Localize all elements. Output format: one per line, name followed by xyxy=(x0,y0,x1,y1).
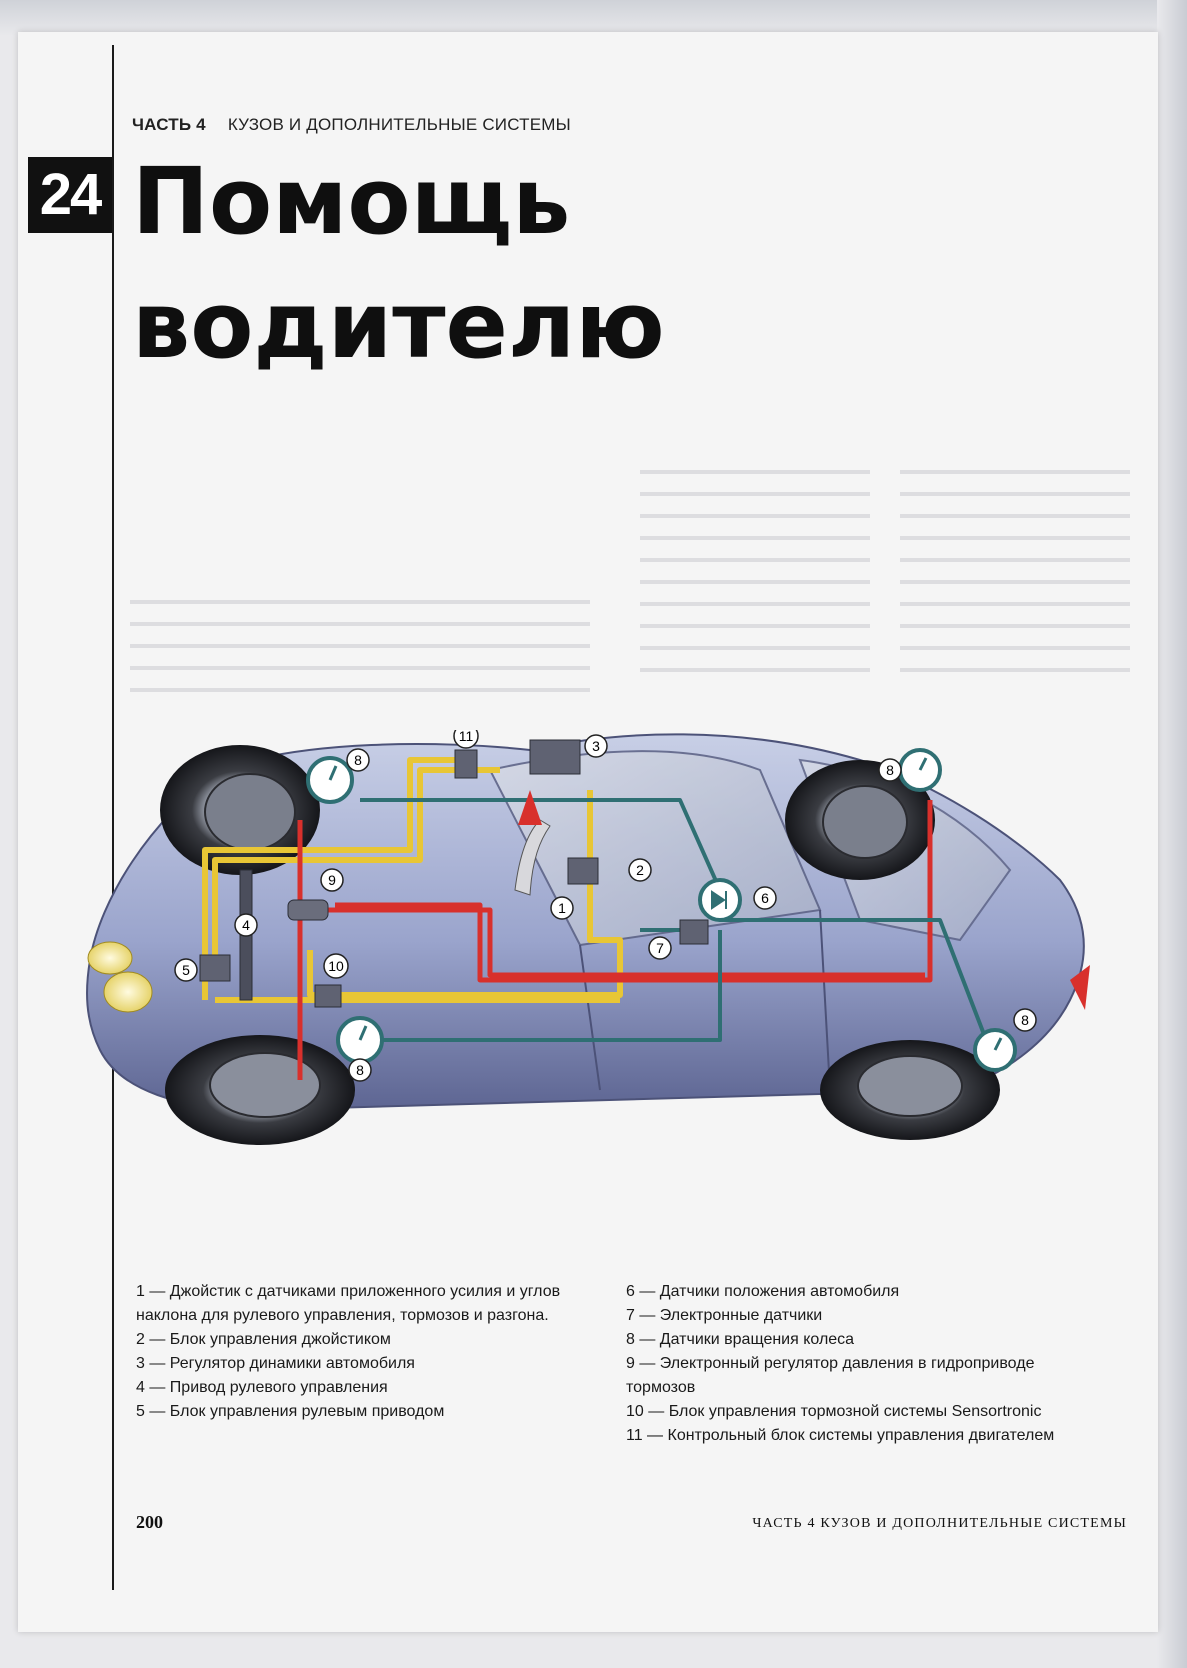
show-through-text xyxy=(900,470,1130,690)
component-10-brake-control xyxy=(315,985,341,1007)
legend-item: 6 — Датчики положения автомобиля xyxy=(626,1283,900,1300)
component-2-joystick-control xyxy=(568,858,598,884)
wheel-rear-right xyxy=(820,1040,1000,1140)
callout-label: 8 xyxy=(354,752,362,768)
callout-label: 3 xyxy=(592,738,600,754)
callout-label: 8 xyxy=(886,762,894,778)
callout-label: 11 xyxy=(458,730,474,744)
callout-label: 7 xyxy=(656,940,664,956)
legend-item: 5 — Блок управления рулевым приводом xyxy=(136,1403,445,1420)
legend-item: 1 — Джойстик с датчиками приложенного усилия и углов наклона для рулевого управления, тормозов и разгона. xyxy=(136,1283,561,1324)
callout-label: 1 xyxy=(558,900,566,916)
chapter-title-line1: Помощь xyxy=(132,148,571,255)
page-number: 200 xyxy=(136,1512,163,1532)
wheel-speed-sensor-icon xyxy=(975,1030,1015,1070)
figure-legend xyxy=(136,1280,1096,1448)
wheel-speed-sensor-icon xyxy=(308,758,352,802)
show-through-text xyxy=(640,470,870,690)
legend-column-left xyxy=(136,1280,596,1448)
callout-label: 5 xyxy=(182,962,190,978)
legend-item: 9 — Электронный регулятор давления в гидроприводе тормозов xyxy=(626,1355,1035,1396)
chapter-number: 24 xyxy=(28,157,112,233)
component-7-electronic-sensors xyxy=(680,920,708,944)
part-label: ЧАСТЬ 4 xyxy=(132,115,206,134)
legend-item: 2 — Блок управления джойстиком xyxy=(136,1331,391,1348)
legend-item: 11 — Контрольный блок системы управления двигателем xyxy=(626,1427,1055,1444)
legend-item: 4 — Привод рулевого управления xyxy=(136,1379,388,1396)
callout-label: 8 xyxy=(356,1062,364,1078)
wheel-speed-sensor-icon xyxy=(900,750,940,790)
wheel-front-right xyxy=(165,1035,355,1145)
show-through-text xyxy=(130,600,590,710)
component-3-dynamics-regulator xyxy=(530,740,580,774)
running-footer: ЧАСТЬ 4 КУЗОВ И ДОПОЛНИТЕЛЬНЫЕ СИСТЕМЫ xyxy=(752,1516,1127,1531)
wheel-speed-sensor-icon xyxy=(338,1018,382,1062)
callout-label: 2 xyxy=(636,862,644,878)
headlamp-upper xyxy=(88,942,132,974)
position-sensor-icon xyxy=(700,880,740,920)
legend-item: 7 — Электронные датчики xyxy=(626,1307,823,1324)
component-5-steering-drive-control xyxy=(200,955,230,981)
legend-item: 3 — Регулятор динамики автомобиля xyxy=(136,1355,415,1372)
legend-item: 8 — Датчики вращения колеса xyxy=(626,1331,855,1348)
legend-item: 10 — Блок управления тормозной системы Sensortronic xyxy=(626,1403,1042,1420)
callout-label: 8 xyxy=(1021,1012,1029,1028)
chapter-title xyxy=(132,140,665,388)
headlamp-lower xyxy=(104,972,152,1012)
callout-label: 6 xyxy=(761,890,769,906)
wheel-front-left xyxy=(160,745,320,875)
scan-right-edge xyxy=(1157,0,1187,1668)
component-9-pressure-regulator xyxy=(288,900,328,920)
chapter-title-line2: водителю xyxy=(132,272,665,379)
callout-label: 4 xyxy=(242,917,250,933)
scan-top-edge xyxy=(0,0,1187,36)
legend-column-right xyxy=(626,1280,1096,1448)
car-diagram xyxy=(60,730,1140,1190)
component-11-engine-control xyxy=(455,750,477,778)
callout-label: 9 xyxy=(328,872,336,888)
section-header xyxy=(132,115,571,135)
callout-label: 10 xyxy=(328,958,344,974)
part-title: КУЗОВ И ДОПОЛНИТЕЛЬНЫЕ СИСТЕМЫ xyxy=(227,115,571,134)
